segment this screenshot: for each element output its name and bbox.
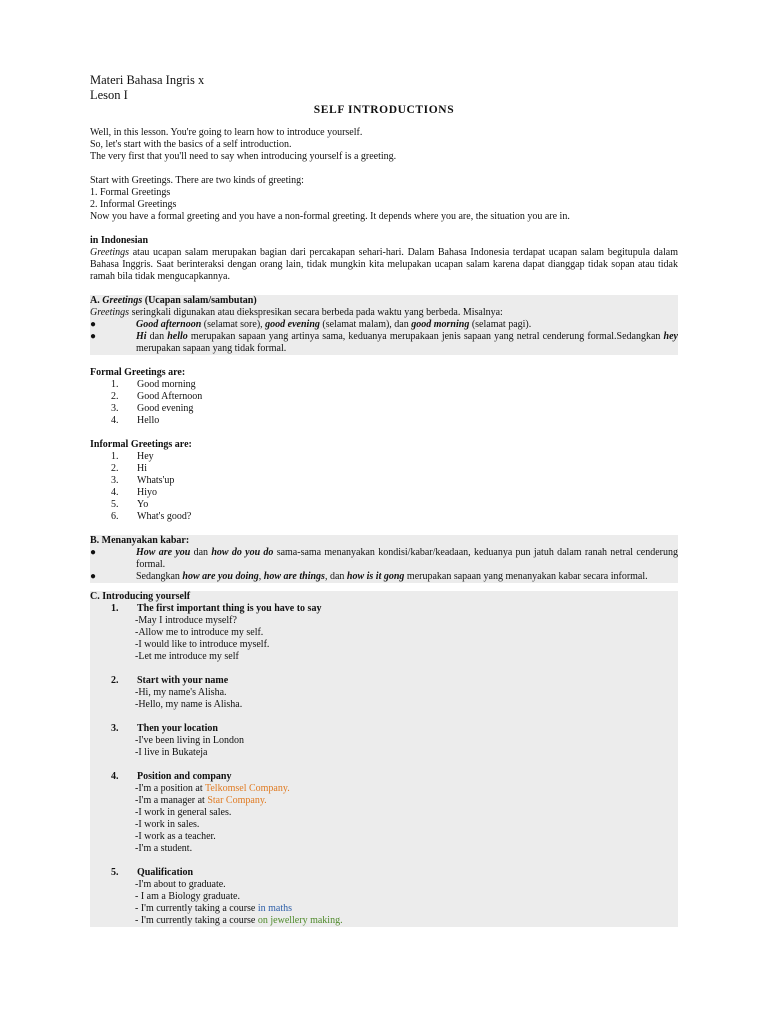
section-c-heading: C. Introducing yourself — [90, 591, 191, 602]
list-item: 5. Yo — [111, 499, 149, 510]
intro-line-1: Well, in this lesson. You're going to learn how to introduce yourself. — [90, 127, 363, 138]
document-page — [90, 73, 678, 927]
step-5-line: - I am a Biology graduate. — [135, 891, 240, 902]
indonesian-heading: in Indonesian — [90, 235, 149, 246]
list-item: 4. Hello — [111, 415, 160, 426]
step-4-line: -I work as a teacher. — [135, 831, 216, 842]
section-b-bullet-1: ● How are you dan how do you do sama-sama menanyakan kondisi/kabar/keadaan, keduanya pun jatuh dalam ranah netral cenderung formal. — [90, 547, 678, 570]
step-4-line: -I work in sales. — [135, 819, 200, 830]
step-5-line: - I'm currently taking a course on jewellery making. — [135, 915, 343, 926]
step-2-line: -Hello, my name is Alisha. — [135, 699, 243, 710]
list-item: 6. What's good? — [111, 511, 192, 522]
step-4-line: -I'm a manager at Star Company. — [135, 795, 267, 806]
step-4-line: -I'm a student. — [135, 843, 193, 854]
step-1-line: -May I introduce myself? — [135, 615, 237, 626]
step-1-line: -Let me introduce my self — [135, 651, 239, 662]
page-title: SELF INTRODUCTIONS — [313, 104, 455, 116]
step-1-title: 1. The first important thing is you have to say — [111, 603, 322, 614]
list-item: 1. Hey — [111, 451, 154, 462]
bullet-icon: ● — [90, 547, 97, 558]
section-a-bullet-2: ● Hi dan hello merupakan sapaan yang artinya sama, keduanya merupakaan jenis sapaan yang netral cenderung formal.Sedangkan hey merupakan sapaan yang tidak formal. — [90, 331, 678, 354]
step-3-line: -I live in Bukateja — [135, 747, 208, 758]
section-a-bullet-1: ● Good afternoon (selamat sore), good evening (selamat malam), dan good morning (selamat pagi). — [90, 319, 532, 330]
section-c — [90, 591, 678, 927]
informal-list — [90, 451, 678, 523]
lesson-line: Leson I — [90, 88, 128, 102]
indonesian-paragraph: Greetings atau ucapan salam merupakan bagian dari percakapan sehari-hari. Dalam Bahasa Indonesia terdapat ucapan salam begitupula dalam Bahasa Inggris. Saat berinteraksi dengan orang lain, tidak mungkin kita melupakan ucapan salam karena dapat dianggap tidak sopan atau tidak ramah bila tidak mengucapkannya. — [90, 247, 678, 282]
greeting-kind-1: 1. Formal Greetings — [90, 187, 171, 198]
formal-list — [90, 379, 678, 427]
greeting-kind-2: 2. Informal Greetings — [90, 199, 177, 210]
bullet-icon: ● — [90, 319, 97, 330]
step-5-line: -I'm about to graduate. — [135, 879, 226, 890]
step-1-line: -I would like to introduce myself. — [135, 639, 270, 650]
greeting-kinds-lead: Start with Greetings. There are two kinds of greeting: — [90, 175, 304, 186]
list-item: 2. Hi — [111, 463, 147, 474]
list-item: 3. Good evening — [111, 403, 194, 414]
section-b-heading: B. Menanyakan kabar: — [90, 535, 190, 546]
section-b-bullet-2: ● Sedangkan how are you doing, how are things, dan how is it gong merupakan sapaan yang menanyakan kabar secara informal. — [90, 571, 648, 582]
bullet-icon: ● — [90, 331, 97, 342]
formal-heading: Formal Greetings are: — [90, 367, 186, 378]
greeting-kinds-note: Now you have a formal greeting and you have a non-formal greeting. It depends where you are, the situation you are in. — [90, 211, 570, 222]
section-a-lead: Greetings seringkali digunakan atau diekspresikan secara berbeda pada waktu yang berbeda. Misalnya: — [90, 307, 503, 318]
step-3-line: -I've been living in London — [135, 735, 244, 746]
intro-line-3: The very first that you'll need to say when introducing yourself is a greeting. — [90, 151, 397, 162]
step-3-title: 3. Then your location — [111, 723, 218, 734]
list-item: 4. Hiyo — [111, 487, 157, 498]
intro-line-2: So, let's start with the basics of a self introduction. — [90, 139, 292, 150]
bullet-icon: ● — [90, 571, 97, 582]
step-4-title: 4. Position and company — [111, 771, 232, 782]
list-item: 2. Good Afternoon — [111, 391, 203, 402]
section-a-heading: A. Greetings (Ucapan salam/sambutan) — [90, 295, 257, 306]
step-2-line: -Hi, my name's Alisha. — [135, 687, 227, 698]
step-5-line: - I'm currently taking a course in maths — [135, 903, 293, 914]
subject-line: Materi Bahasa Ingris x — [90, 73, 205, 87]
step-2-title: 2. Start with your name — [111, 675, 229, 686]
list-item: 3. Whats'up — [111, 475, 175, 486]
section-b — [90, 535, 678, 583]
list-item: 1. Good morning — [111, 379, 196, 390]
step-5-title: 5. Qualification — [111, 867, 194, 878]
section-a — [90, 295, 678, 355]
step-4-line: -I'm a position at Telkomsel Company. — [135, 783, 290, 794]
informal-heading: Informal Greetings are: — [90, 439, 192, 450]
step-4-line: -I work in general sales. — [135, 807, 232, 818]
step-1-line: -Allow me to introduce my self. — [135, 627, 264, 638]
